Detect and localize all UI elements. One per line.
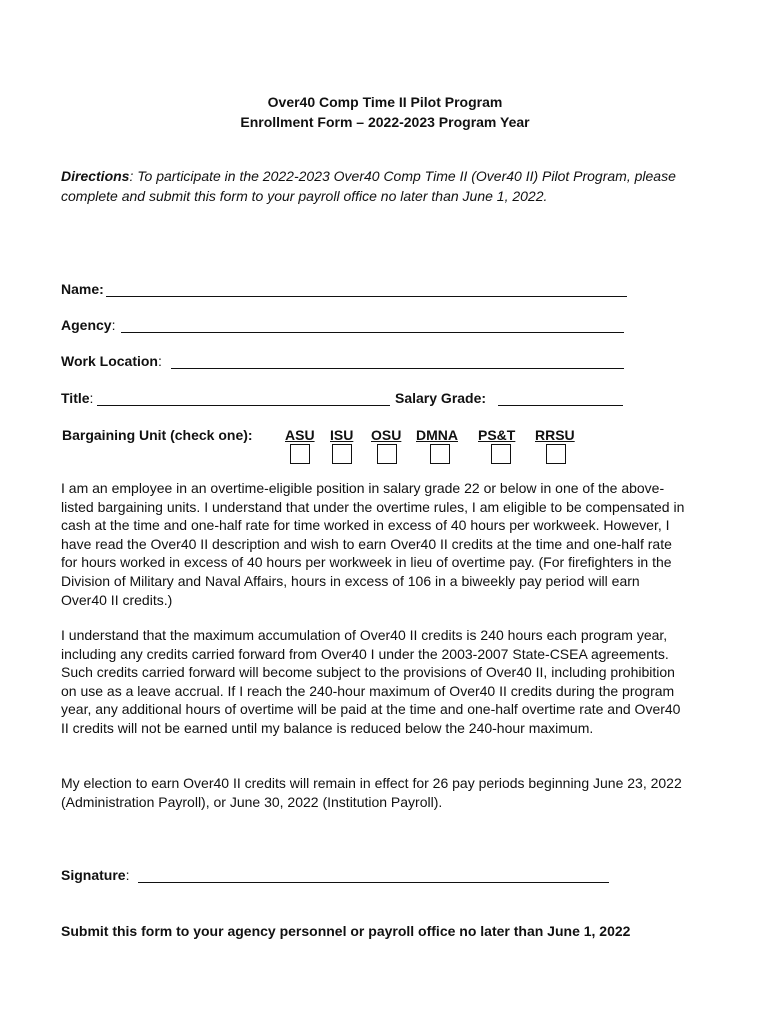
signature-field[interactable] xyxy=(138,882,609,883)
form-subtitle: Enrollment Form – 2022-2023 Program Year xyxy=(240,114,530,130)
eligibility-paragraph: I am an employee in an overtime-eligible position in salary grade 22 or below in one of the above-listed bargaining units. I understand that under the overtime rules, I am eligible to be compensated in cash at the time and one-half rate for time worked in excess of 40 hours per workweek. However, I have read the Over40 II description and wish to earn Over40 II credits at the time and one-half rate for hours worked in excess of 40 hours per workweek in lieu of overtime pay. (For firefighters in the Division of Military and Naval Affairs, hours in excess of 106 in a biweekly pay period will earn Over40 II credits.) xyxy=(61,480,685,608)
bu-label-osu: OSU xyxy=(371,427,402,443)
salary-grade-field[interactable] xyxy=(498,405,623,406)
bu-checkbox-asu[interactable] xyxy=(290,444,310,464)
bu-label-asu: ASU xyxy=(285,427,315,443)
directions-label: Directions xyxy=(61,168,130,184)
accumulation-paragraph: I understand that the maximum accumulation of Over40 II credits is 240 hours each program year, including any credits carried forward from Over40 I under the 2003-2007 State-CSEA agreements. Such credits carried forward will become subject to the provisions of Over40 II, including prohibition on use as a leave accrual. If I reach the 240-hour maximum of Over40 II credits during the program year, any additional hours of overtime will be paid at the time and one-half overtime rate and Over40 II credits will not be earned until my balance is reduced below the 240-hour maximum. xyxy=(61,627,681,736)
bu-checkbox-dmna[interactable] xyxy=(430,444,450,464)
work-location-field[interactable] xyxy=(171,368,624,369)
bu-label-rrsu: RRSU xyxy=(535,427,575,443)
bu-label-pst: PS&T xyxy=(478,427,516,443)
bu-checkbox-rrsu[interactable] xyxy=(546,444,566,464)
agency-field[interactable] xyxy=(121,332,624,333)
submission-instruction: Submit this form to your agency personnel or payroll office no later than June 1, 2022 xyxy=(61,923,631,939)
title-label: Title: xyxy=(61,390,94,406)
signature-label: Signature: xyxy=(61,867,130,883)
name-label: Name: xyxy=(61,281,104,297)
bu-checkbox-pst[interactable] xyxy=(491,444,511,464)
title-field[interactable] xyxy=(97,405,390,406)
bu-checkbox-isu[interactable] xyxy=(332,444,352,464)
salary-grade-label: Salary Grade: xyxy=(395,390,487,406)
election-paragraph: My election to earn Over40 II credits will remain in effect for 26 pay periods beginning June 23, 2022 (Administration Payroll), or June 30, 2022 (Institution Payroll). xyxy=(61,775,682,810)
bargaining-unit-label: Bargaining Unit (check one): xyxy=(62,427,253,443)
name-field[interactable] xyxy=(106,296,627,297)
directions-text: : To participate in the 2022-2023 Over40 Comp Time II (Over40 II) Pilot Program, please complete and submit this form to your payroll office no later than June 1, 2022. xyxy=(61,168,676,204)
work-location-label: Work Location: xyxy=(61,353,162,369)
agency-label: Agency: xyxy=(61,317,116,333)
bu-label-isu: ISU xyxy=(330,427,354,443)
bu-checkbox-osu[interactable] xyxy=(377,444,397,464)
form-title: Over40 Comp Time II Pilot Program xyxy=(267,94,503,110)
directions xyxy=(61,166,701,206)
bu-label-dmna: DMNA xyxy=(416,427,458,443)
